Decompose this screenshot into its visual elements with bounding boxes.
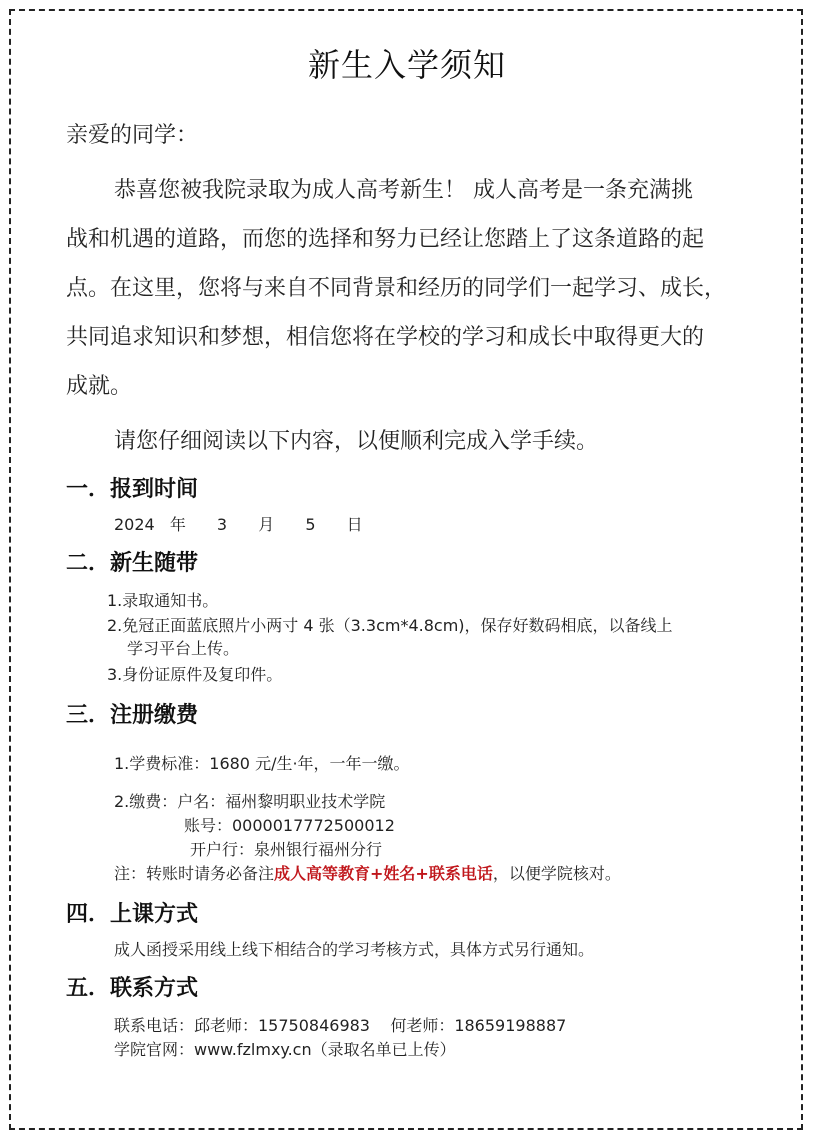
contact-phone: 联系电话：邱老师：15750846983 何老师：18659198887 (114, 1016, 567, 1035)
payment-account-name: 2.缴费：户名：福州黎明职业技术学院 (114, 792, 386, 811)
payment-account-number: 账号：0000017772500012 (184, 816, 395, 835)
section-heading-contact: 五．联系方式 (66, 975, 199, 1001)
date-month-unit: 月 (258, 515, 275, 534)
class-method: 成人函授采用线上线下相结合的学习考核方式，具体方式另行通知。 (114, 940, 595, 959)
date-year: 2024 (114, 515, 155, 534)
note-prefix: 注：转账时请务必备注 (114, 864, 275, 883)
date-day-unit: 日 (346, 515, 363, 534)
section-heading-classes: 四．上课方式 (66, 901, 199, 927)
section-heading-registration: 一．报到时间 (66, 476, 199, 502)
contact-website: 学院官网：www.fzlmxy.cn（录取名单已上传） (114, 1040, 456, 1059)
section-heading-items: 二．新生随带 (66, 550, 199, 576)
payment-note (114, 861, 621, 884)
section-heading-fees: 三．注册缴费 (66, 702, 199, 728)
list-item: 学习平台上传。 (127, 639, 240, 658)
intro-line: 成就。 (66, 374, 133, 399)
tuition-fee: 1.学费标准：1680 元/生·年，一年一缴。 (114, 754, 410, 773)
list-item: 2.免冠正面蓝底照片小两寸 4 张（3.3cm*4.8cm)，保存好数码相底，以备线上 (107, 616, 673, 635)
date-year-unit: 年 (169, 515, 186, 534)
payment-bank: 开户行：泉州银行福州分行 (190, 840, 383, 859)
note-highlight: 成人高等教育+姓名+联系电话 (274, 864, 493, 883)
intro-line: 点。在这里，您将与来自不同背景和经历的同学们一起学习、成长， (66, 276, 727, 301)
intro-line: 战和机遇的道路，而您的选择和努力已经让您踏上了这条道路的起 (66, 227, 705, 252)
date-month: 3 (216, 515, 228, 534)
page-title: 新生入学须知 (307, 46, 506, 84)
intro-line: 共同追求知识和梦想，相信您将在学校的学习和成长中取得更大的 (66, 325, 705, 350)
note-suffix: ，以便学院核对。 (492, 864, 621, 883)
list-item: 3.身份证原件及复印件。 (107, 665, 283, 684)
list-item: 1.录取通知书。 (107, 591, 219, 610)
date-day: 5 (305, 515, 316, 534)
intro-line: 恭喜您被我院录取为成人高考新生！ 成人高考是一条充满挑 (114, 178, 693, 203)
registration-date (114, 512, 363, 535)
greeting: 亲爱的同学： (66, 123, 199, 148)
instruction: 请您仔细阅读以下内容，以便顺利完成入学手续。 (114, 429, 599, 454)
